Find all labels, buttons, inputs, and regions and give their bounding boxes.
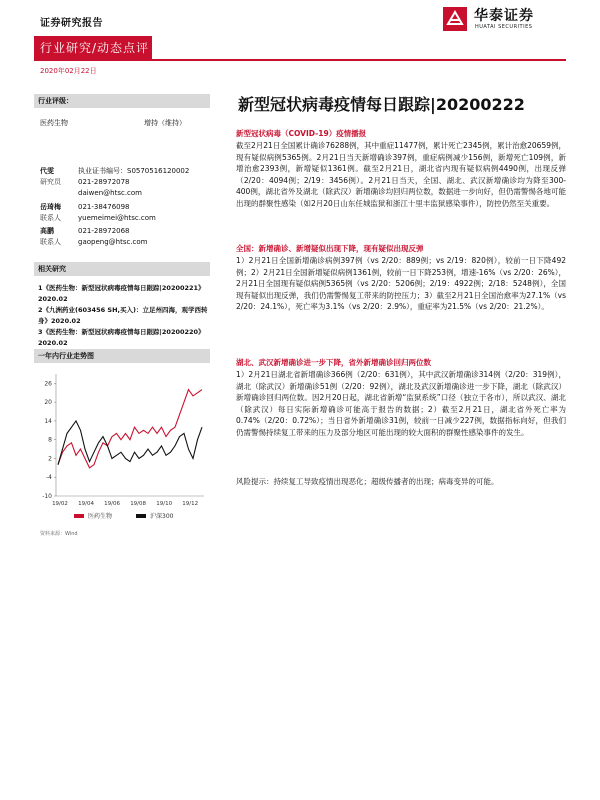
y-tick-label: 20 (44, 399, 52, 407)
y-tick-label: -4 (46, 474, 52, 482)
analyst-block (40, 202, 156, 224)
x-tick-label: 19/08 (130, 501, 147, 507)
analyst-email[interactable]: daiwen@htsc.com (78, 189, 142, 197)
analyst-cert (78, 166, 189, 177)
rating-section-title: 行业评级： (34, 94, 210, 108)
x-tick-label: 19/10 (156, 501, 173, 507)
analyst-block (40, 166, 190, 197)
analyst-phone: 021-28972068 (78, 227, 130, 235)
report-type-banner: 行业研究/动态点评 (34, 36, 152, 60)
analyst-role: 研究员 (40, 178, 61, 186)
x-tick-label: 19/02 (52, 501, 68, 507)
y-tick-label: 26 (44, 380, 52, 388)
legend-label: 医药生物 (88, 513, 113, 520)
related-report[interactable]: 1《医药生物：新型冠状病毒疫情每日跟踪|20200221》2020.02 (38, 284, 205, 303)
chart-source: 资料来源：Wind (40, 531, 78, 537)
section-body: 1）2月21日全国新增确诊病例397例（vs 2/20：889例；vs 2/19：820例），较前一日下降492例；2）2月21日全国新增疑似病例1361例，较前一日下降253例，增速-16%（vs 2/20：26%），2月21日全国现有疑似病例5365例（vs 2/20：5206例；2/19：4922例；2/18：5248例），全国现有疑似出现反弹，我们仍需警惕复工带来的防控压力；3）截至2月21日全国治愈率为27.1%（vs 2/20：24.1%），死亡率为3.1%（vs 2/20：2.9%），重症率为21.5%（vs 2/20：21.2%）。 (236, 256, 566, 311)
cert-number: S0570516120002 (127, 167, 190, 175)
analyst-name: 代雯 (40, 167, 54, 175)
section-heading: 全国：新增确诊、新增疑似出现下降，现有疑似出现反弹 (236, 244, 424, 253)
y-tick-label: 2 (48, 455, 52, 463)
section-heading: 湖北、武汉新增确诊进一步下降，省外新增确诊回归两位数 (236, 358, 431, 367)
industry-name: 医药生物 (40, 119, 68, 127)
series-line-1 (58, 421, 202, 465)
logo-mark-icon (442, 6, 468, 32)
analyst-email[interactable]: gaopeng@htsc.com (78, 238, 148, 246)
section-heading: 新型冠状病毒（COVID-19）疫情播报 (236, 129, 367, 138)
y-tick-label: 8 (48, 436, 52, 444)
legend-swatch (74, 514, 84, 518)
y-tick-label: -10 (42, 493, 52, 500)
related-report[interactable]: 2《九洲药业(603456 SH,买入)：立足州四海，观学西转身》2020.02 (38, 306, 208, 325)
chart-section-title: 一年内行业走势图 (34, 349, 210, 363)
x-tick-label: 19/04 (78, 501, 94, 507)
legend-swatch (136, 514, 146, 518)
legend-label: 沪深300 (150, 513, 174, 520)
report-title: 新型冠状病毒疫情每日跟踪|20200222 (238, 95, 525, 114)
y-tick-label: 14 (44, 417, 52, 425)
logo-text: 华泰证券 (474, 8, 534, 24)
analyst-role: 联系人 (40, 214, 61, 222)
section-body: 截至2月21日全国累计确诊76288例，其中重症11477例，累计死亡2345例，累计治愈20659例，现有疑似病例5365例。2月21日当天新增确诊397例，重症病例减少156例，新增死亡109例，新增治愈2393例，新增疑似1361例。截至2月21日，湖北省内现有疑似病例4490例，出现反弹（2/20：4094例；2/19：3456例）。2月21日当天，全国、湖北、武汉新增确诊均为降至300-400例，湖北省外及湖北（除武汉）新增确诊均回归两位数，数据进一步向好，但仍需警惕各地可能出现的群聚性感染（如2月20日山东任城监狱和浙江十里丰监狱感染事件），防控仍然至关重要。 (236, 141, 566, 208)
related-report[interactable]: 3《医药生物：新型冠状病毒疫情每日跟踪|20200220》2020.02 (38, 328, 205, 347)
analyst-role: 联系人 (40, 238, 61, 246)
analyst-name: 岳琦梅 (40, 203, 61, 211)
x-tick-label: 19/06 (104, 501, 121, 507)
report-label: 证券研究报告 (40, 18, 103, 29)
industry-trend-chart (34, 368, 210, 528)
report-date: 2020年02月22日 (40, 67, 97, 75)
analyst-phone: 021-28972078 (78, 178, 130, 186)
analyst-email[interactable]: yuemeimei@htsc.com (78, 214, 156, 222)
related-section-title: 相关研究 (34, 262, 210, 276)
logo-subtext: HUATAI SECURITIES (475, 24, 533, 30)
analyst-name: 高鹏 (40, 227, 54, 235)
analyst-phone: 021-38476098 (78, 203, 130, 211)
risk-note: 风险提示：持续复工导致疫情出现恶化；超级传播者的出现；病毒变异的可能。 (236, 477, 499, 486)
header-divider (34, 59, 566, 61)
industry-rating: 增持（维持） (144, 119, 186, 127)
analyst-block (40, 226, 148, 248)
cert-label: 执业证书编号： (78, 167, 127, 175)
company-logo (442, 5, 562, 37)
x-tick-label: 19/12 (182, 501, 199, 507)
section-body: 1）2月21日湖北省新增确诊366例（2/20：631例），其中武汉新增确诊314例（2/20：319例），湖北（除武汉）新增确诊51例（2/20：92例），湖北及武汉新增确诊进一步下降，湖北（除武汉）新增确诊回归两位数。因2月20日起，湖北省新增“监狱系统”口径（独立于各市），所以武汉、湖北（除武汉）每日实际新增确诊可能高于报告的数据；2）截至2月21日，湖北省外死亡率为0.74%（2/20：0.72%）；当日省外新增确诊31例，较前一日减少227例，数据指标向好，但我们仍需警惕持续复工带来的压力及部分地区可能出现的较大面积的群聚性感染事件的发生。 (236, 370, 566, 437)
